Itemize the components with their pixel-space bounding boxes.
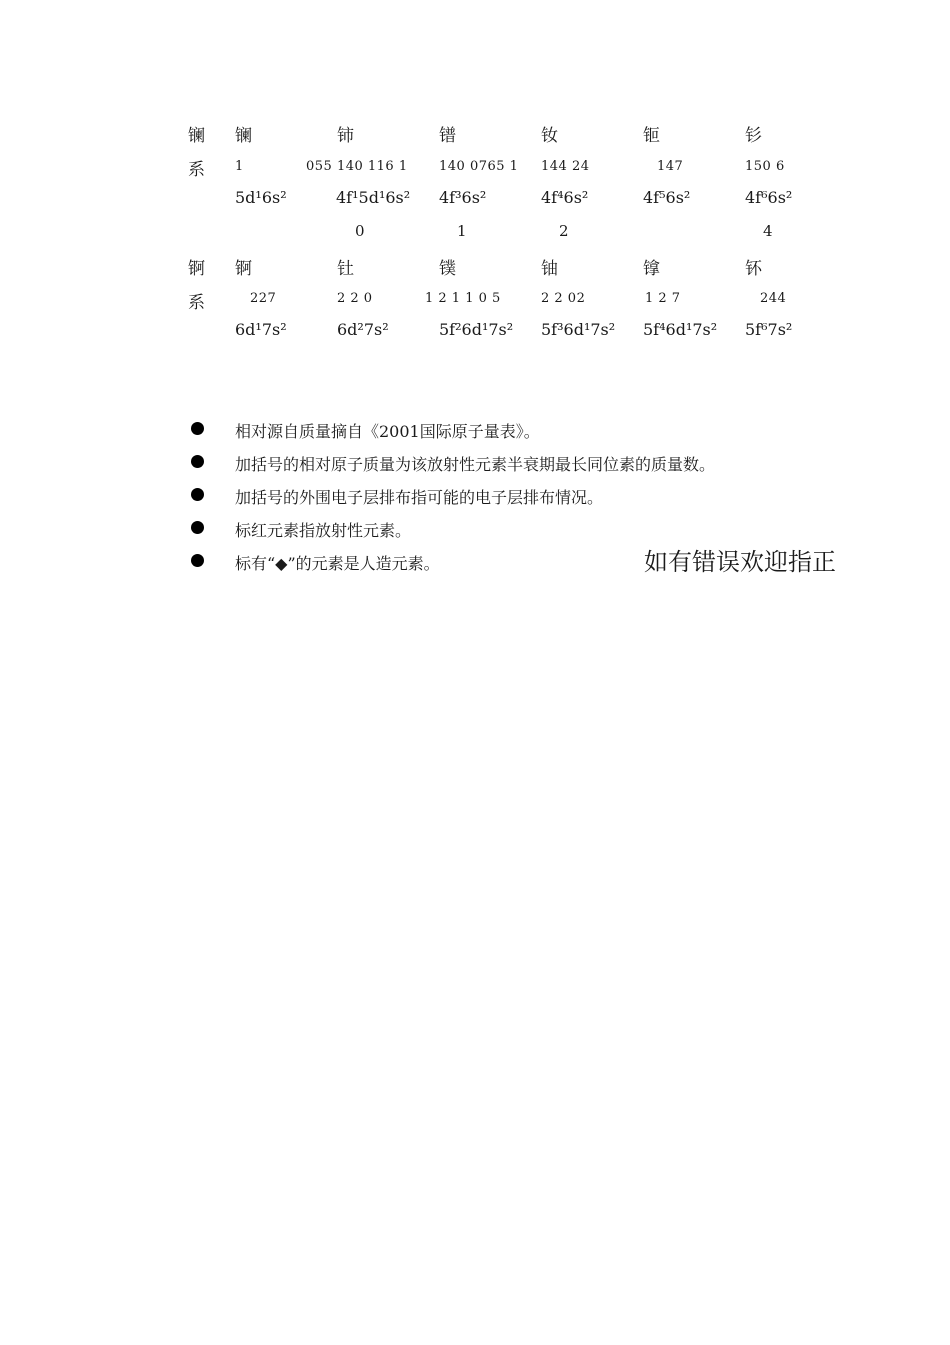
bullet-icon [191,521,204,534]
element-extra-ce: 0 [355,222,365,240]
element-config-pa: 5f²6d¹7s² [439,320,514,339]
element-extra-sm: 4 [763,222,773,240]
element-name-pu: 钚 [745,259,762,279]
element-mass-ac: 227 [250,291,277,306]
element-mass-pm: 147 [657,159,684,174]
element-config-nd: 4f⁴6s² [541,188,589,207]
element-mass-th: 2 2 0 [337,291,373,306]
element-name-th: 钍 [337,259,354,279]
element-name-ce: 铈 [337,126,354,146]
lanthanide-label-top: 镧 [188,126,205,146]
note-source: 相对源自质量摘自《2001国际原子量表》。 [235,422,540,441]
errata-note: 如有错误欢迎指正 [644,548,836,576]
bullet-icon [191,554,204,567]
element-config-np: 5f⁴6d¹7s² [643,320,718,339]
actinide-label-bottom: 系 [188,293,205,313]
element-name-sm: 钐 [745,126,762,146]
element-name-pm: 钷 [643,126,660,146]
element-extra-pr: 1 [457,222,467,240]
element-mass-sm: 150 6 [745,159,785,174]
bullet-icon [191,488,204,501]
element-mass-u: 2 2 02 [541,291,586,306]
note-parenthesized-mass: 加括号的相对原子质量为该放射性元素半衰期最长同位素的质量数。 [235,455,716,474]
element-mass-la: 1 [235,159,244,174]
element-mass-pu: 244 [760,291,787,306]
element-mass-ce: 055 140 116 1 [306,159,408,174]
bullet-icon [191,422,204,435]
element-config-ce: 4f¹5d¹6s² [336,188,411,207]
actinide-label-top: 锕 [188,259,205,279]
element-config-ac: 6d¹7s² [235,320,287,339]
element-mass-pa: 1 2 1 1 0 5 [425,291,501,306]
element-name-u: 铀 [541,259,558,279]
element-name-ac: 锕 [235,259,252,279]
element-config-u: 5f³6d¹7s² [541,320,616,339]
element-name-la: 镧 [235,126,252,146]
lanthanide-label-bottom: 系 [188,160,205,180]
note-parenthesized-config: 加括号的外围电子层排布指可能的电子层排布情况。 [235,488,604,507]
element-config-pm: 4f⁵6s² [643,188,691,207]
element-config-pr: 4f³6s² [439,188,487,207]
element-name-pr: 镨 [439,126,456,146]
element-config-la: 5d¹6s² [235,188,287,207]
note-radioactive: 标红元素指放射性元素。 [235,521,412,540]
element-config-sm: 4f⁶6s² [745,188,793,207]
element-mass-pr: 140 0765 1 [439,159,519,174]
element-name-pa: 镤 [439,259,456,279]
element-mass-nd: 144 24 [541,159,590,174]
element-config-pu: 5f⁶7s² [745,320,793,339]
bullet-icon [191,455,204,468]
element-mass-np: 1 2 7 [645,291,681,306]
element-extra-nd: 2 [559,222,569,240]
element-name-nd: 钕 [541,126,558,146]
element-name-np: 镎 [643,259,660,279]
element-config-th: 6d²7s² [337,320,389,339]
note-synthetic: 标有“◆”的元素是人造元素。 [235,554,440,573]
